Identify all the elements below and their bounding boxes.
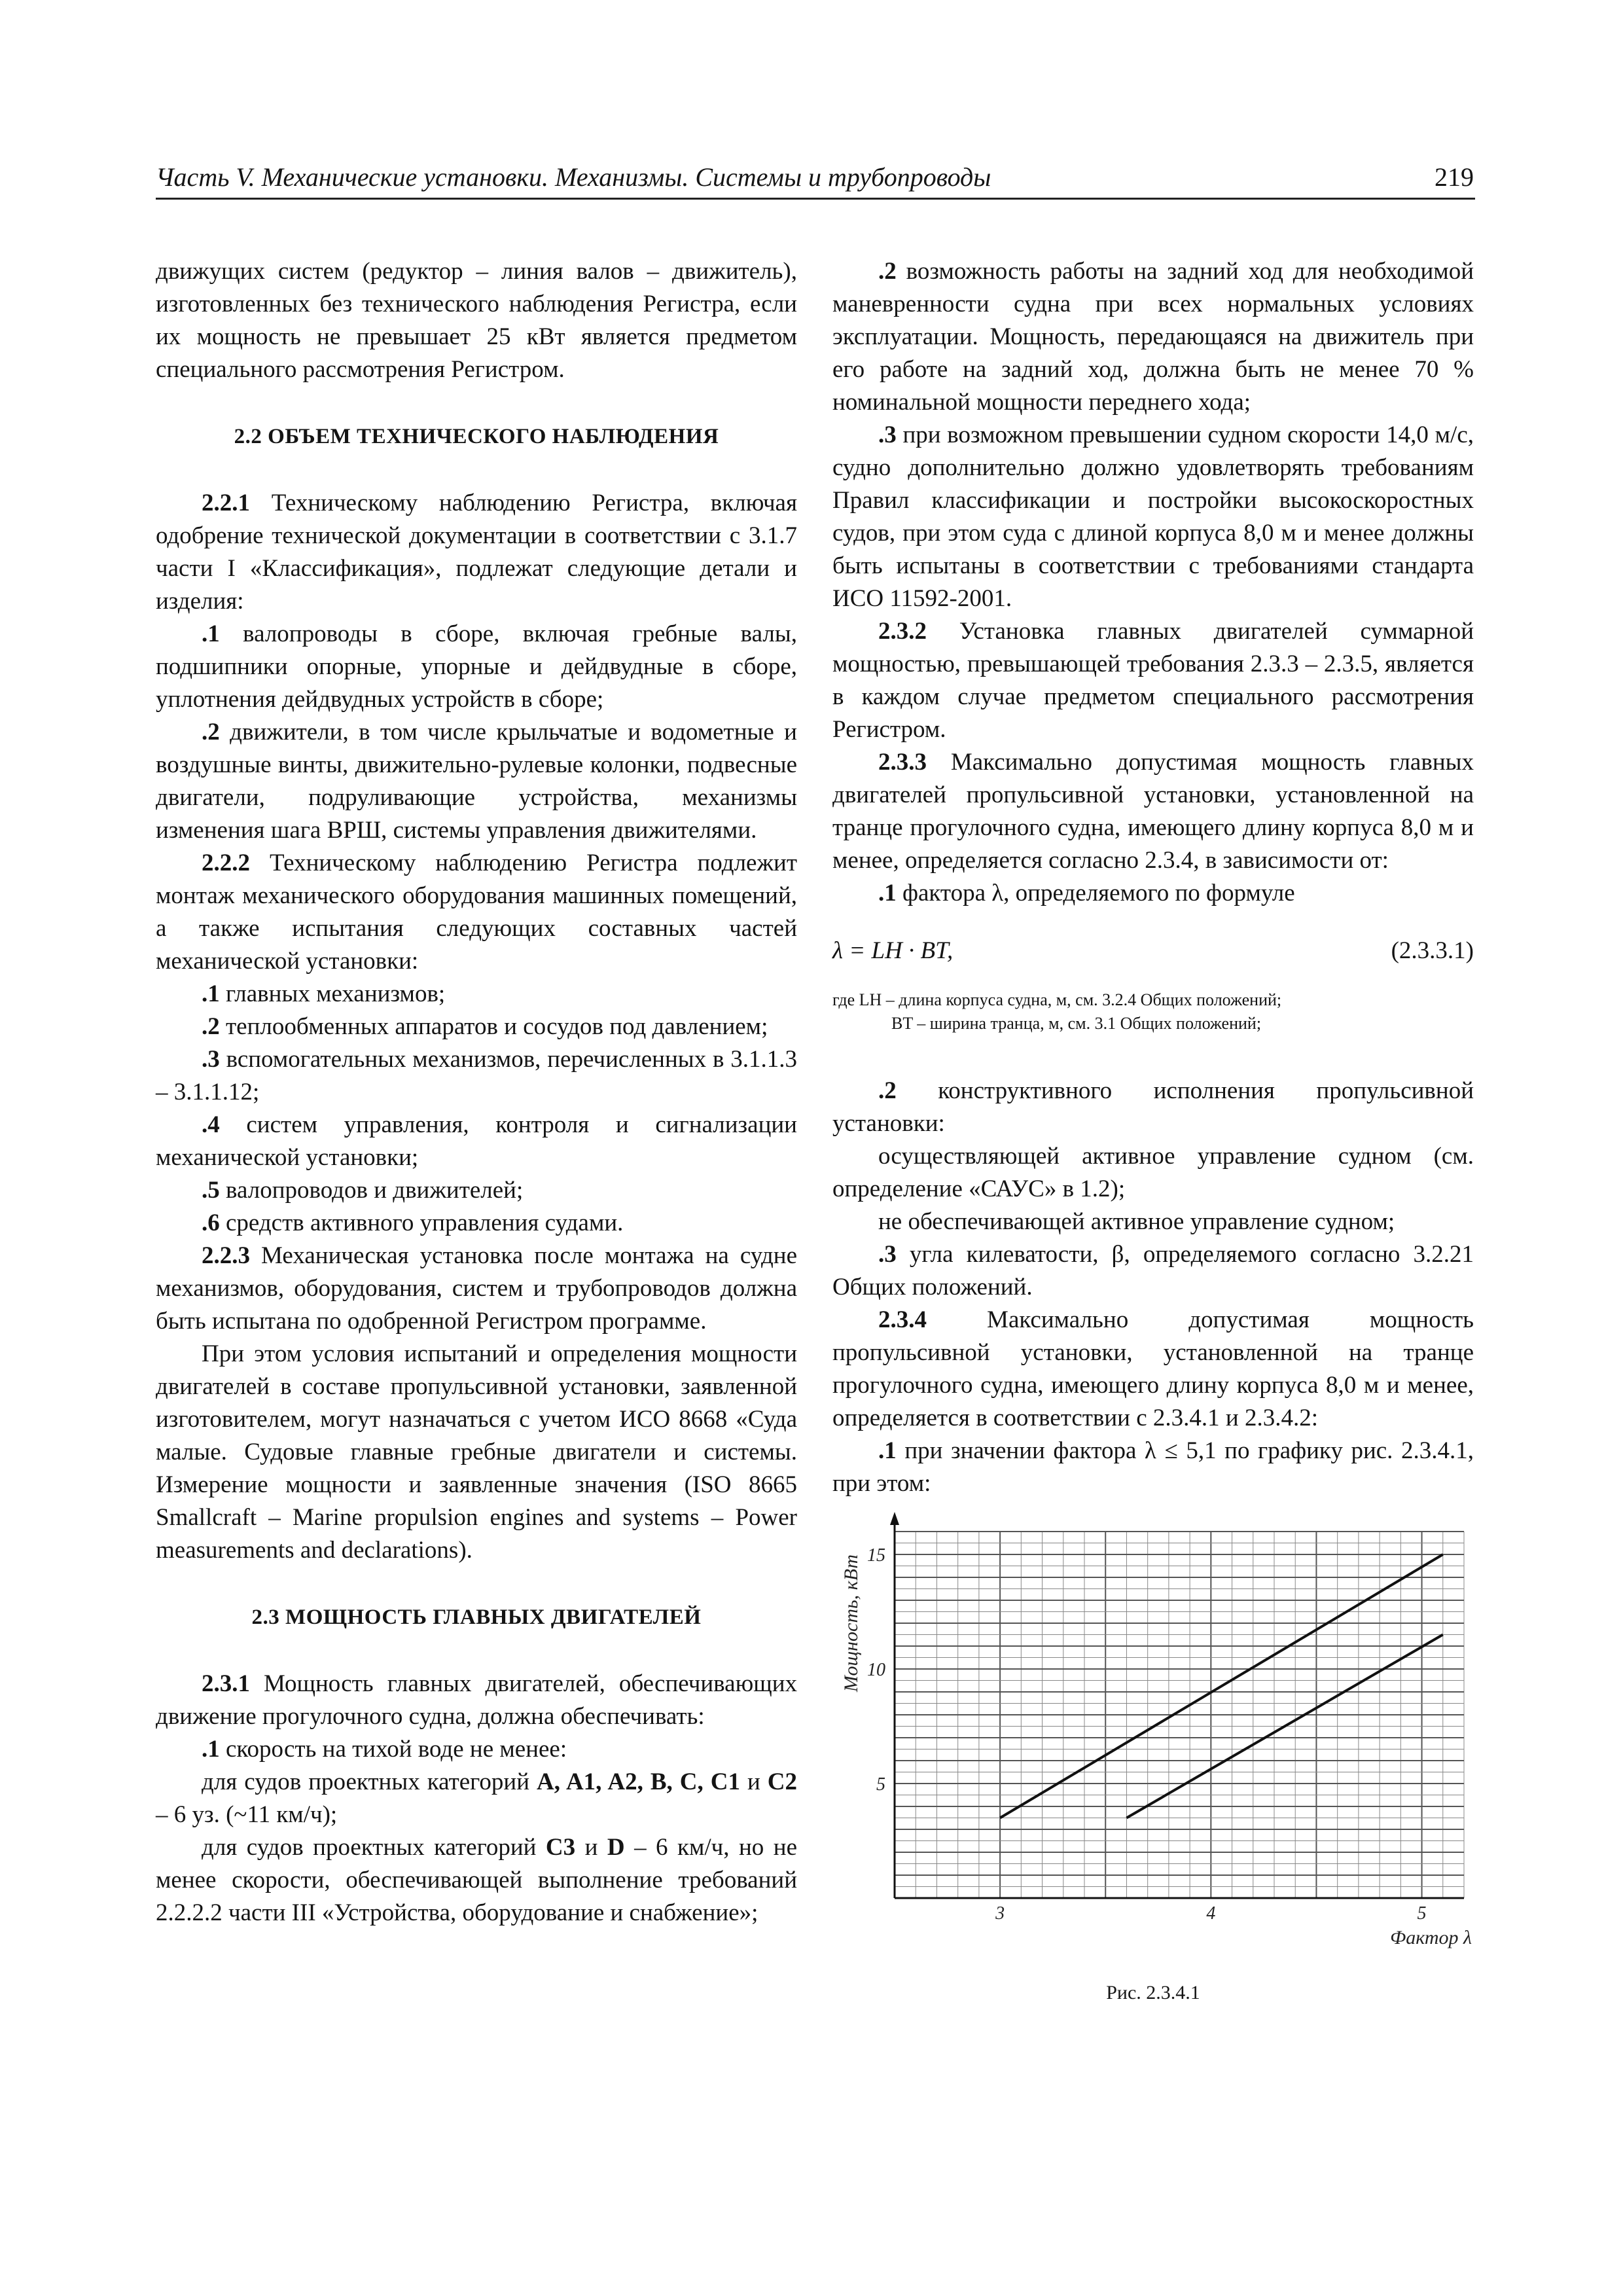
item-text: теплообменных аппаратов и сосудов под давлением; — [219, 1013, 768, 1040]
formula-2-3-3-1 — [832, 935, 1474, 967]
list-subitem — [156, 1831, 797, 1929]
list-subitem — [156, 1766, 797, 1831]
y-tick-label: 15 — [867, 1545, 885, 1566]
y-axis-label: Мощность, кВт — [840, 1554, 862, 1693]
clause-number: 2.2.1 — [202, 490, 250, 516]
list-subitem: осуществляющей активное управление судном (см. определение «САУС» в 1.2); — [832, 1143, 1474, 1202]
subitem-text: – 6 км/ч, но не менее скорости, обеспечивающей выполнение требований 2.2.2.2 части III «Устройства, оборудование и снабжение»; — [156, 1834, 797, 1926]
right-column — [832, 255, 1474, 2009]
list-item — [832, 255, 1474, 419]
category-list: C3 — [545, 1834, 576, 1861]
clause-text: Максимально допустимая мощность главных двигателей пропульсивной установки, установленной на транце прогулочного судна, имеющего длину корпуса 8,0 м и менее, определяется согласно 2.3.4, в зависимости от: — [832, 749, 1474, 874]
item-text: при значении фактора λ ≤ 5,1 по графику рис. 2.3.4.1, при этом: — [832, 1437, 1474, 1497]
item-number: .3 — [878, 422, 897, 448]
list-item — [832, 877, 1474, 910]
item-number: .2 — [202, 719, 220, 745]
formula-number: (2.3.3.1) — [1391, 937, 1474, 964]
clause-text: Техническому наблюдению Регистра, включая одобрение технической документации в соответствии с 3.1.7 части I «Классификация», подлежат следующие детали и изделия: — [156, 490, 797, 615]
series-line-1 — [1000, 1554, 1443, 1818]
item-number: .5 — [202, 1177, 220, 1204]
list-item — [156, 1174, 797, 1207]
item-number: .3 — [202, 1046, 220, 1073]
list-item — [156, 1733, 797, 1766]
item-text: валопроводы в сборе, включая гребные валы, подшипники опорные, упорные и дейдвудные в сборе, уплотнения дейдвудных устройств в сборе; — [156, 620, 797, 713]
y-axis-arrow — [890, 1512, 899, 1525]
item-text: вспомогательных механизмов, перечисленных в 3.1.1.3 – 3.1.1.12; — [156, 1046, 797, 1105]
item-number: .1 — [202, 980, 220, 1007]
item-text: средств активного управления судами. — [219, 1210, 624, 1236]
item-number: .1 — [878, 880, 897, 906]
list-item — [156, 1109, 797, 1174]
list-item — [832, 1435, 1474, 1500]
list-item — [156, 618, 797, 716]
subitem-text: и — [575, 1834, 607, 1861]
x-axis-label: Фактор λ — [1390, 1927, 1472, 1948]
paragraph-2-3-4 — [832, 1304, 1474, 1435]
item-text: при возможном превышении судном скорости 14,0 м/с, судно дополнительно должно удовлетворять требованиям Правил классификации и постройки высокоскоростных судов, при этом суда с длиной корпуса 8,0 м и менее должны быть испытаны в соответствии с требованиями стандарта ИСО 11592-2001. — [832, 422, 1474, 612]
category-list: C2 — [767, 1768, 797, 1795]
subitem-text: для судов проектных категорий — [202, 1768, 537, 1795]
item-text: систем управления, контроля и сигнализации механической установки; — [156, 1111, 797, 1171]
figure-2-3-4-1 — [832, 1512, 1474, 1957]
category-list: A, A1, A2, B, C, C1 — [537, 1768, 740, 1795]
item-text: возможность работы на задний ход для необходимой маневренности судна при всех нормальных условиях эксплуатации. Мощность, передающаяся на движитель при его работе на задний ход, должна быть не менее 70 % номинальной мощности переднего хода; — [832, 258, 1474, 416]
figure-caption: Рис. 2.3.4.1 — [1106, 1982, 1200, 2003]
clause-text: Установка главных двигателей суммарной мощностью, превышающей требования 2.3.3 – 2.3.5, является в каждом случае предметом специального рассмотрения Регистром. — [832, 618, 1474, 743]
item-text: скорость на тихой воде не менее: — [219, 1736, 567, 1763]
left-column — [156, 255, 797, 1929]
list-item — [156, 1207, 797, 1240]
paragraph-2-2-1 — [156, 487, 797, 618]
item-text: конструктивного исполнения пропульсивной установки: — [832, 1077, 1474, 1137]
clause-number: 2.3.2 — [878, 618, 927, 645]
clause-text: Техническому наблюдению Регистра подлежит монтаж механического оборудования машинных помещений, а также испытания следующих составных частей механической установки: — [156, 850, 797, 975]
item-number: .1 — [202, 620, 220, 647]
power-chart — [832, 1512, 1474, 1957]
list-item — [156, 1011, 797, 1043]
clause-number: 2.3.4 — [878, 1306, 927, 1333]
formula-legend — [832, 988, 1474, 1035]
clause-number: 2.3.3 — [878, 749, 927, 776]
clause-number: 2.3.1 — [202, 1670, 250, 1697]
section-heading-2-2: 2.2 ОБЪЕМ ТЕХНИЧЕСКОГО НАБЛЮДЕНИЯ — [234, 425, 719, 448]
item-number: .2 — [878, 1077, 897, 1104]
list-item — [832, 1238, 1474, 1304]
item-number: .1 — [202, 1736, 220, 1763]
header-title: Часть V. Механические установки. Механизмы. Системы и трубопроводы — [156, 162, 991, 192]
item-number: .1 — [878, 1437, 897, 1464]
list-item — [832, 1075, 1474, 1140]
paragraph-2-2-2 — [156, 847, 797, 978]
item-text: главных механизмов; — [219, 980, 446, 1007]
paragraph: движущих систем (редуктор – линия валов – движитель), изготовленных без технического наблюдения Регистра, если их мощность не превышает 25 кВт является предметом специального рассмотрения Регистром. — [156, 258, 797, 383]
section-heading-2-3: 2.3 МОЩНОСТЬ ГЛАВНЫХ ДВИГАТЕЛЕЙ — [251, 1605, 702, 1629]
item-number: .2 — [202, 1013, 220, 1040]
list-item — [156, 716, 797, 847]
list-subitem: не обеспечивающей активное управление судном; — [878, 1208, 1395, 1235]
paragraph-2-3-2 — [832, 615, 1474, 746]
clause-text: Механическая установка после монтажа на судне механизмов, оборудования, систем и трубопроводов должна быть испытана по одобренной Регистром программе. — [156, 1242, 797, 1335]
item-number: .4 — [202, 1111, 220, 1138]
x-tick-label: 4 — [1206, 1903, 1216, 1924]
clause-text: Мощность главных двигателей, обеспечивающих движение прогулочного судна, должна обеспечивать: — [156, 1670, 797, 1730]
item-number: .6 — [202, 1210, 220, 1236]
clause-number: 2.2.3 — [202, 1242, 250, 1269]
paragraph-2-3-1 — [156, 1668, 797, 1733]
list-item — [156, 978, 797, 1011]
page-number: 219 — [1435, 162, 1474, 192]
legend-line: где LH – длина корпуса судна, м, см. 3.2.4 Общих положений; — [832, 990, 1282, 1009]
x-tick-label: 5 — [1417, 1903, 1427, 1924]
y-tick-label: 10 — [867, 1660, 885, 1680]
clause-text: Максимально допустимая мощность пропульсивной установки, установленной на транце прогулочного судна, имеющего длину корпуса 8,0 м и менее, определяется в соответствии с 2.3.4.1 и 2.3.4.2: — [832, 1306, 1474, 1431]
item-text: угла килеватости, β, определяемого согласно 3.2.21 Общих положений. — [832, 1241, 1474, 1300]
subitem-text: – 6 уз. (~11 км/ч); — [156, 1801, 338, 1828]
paragraph-2-3-3 — [832, 746, 1474, 877]
legend-line: BT – ширина транца, м, см. 3.1 Общих положений; — [891, 1014, 1262, 1033]
paragraph: При этом условия испытаний и определения мощности двигателей в составе пропульсивной установки, заявленной изготовителем, могут назначаться с учетом ИСО 8668 «Суда малые. Судовые главные гребные двигатели и системы. Измерение мощности и заявленные значения (ISO 8665 Smallcraft – Marine propulsion engines and systems – Power measurements and declarations). — [156, 1340, 797, 1564]
clause-number: 2.2.2 — [202, 850, 250, 876]
item-text: движители, в том числе крыльчатые и водометные и воздушные винты, движительно-рулевые колонки, подвесные двигатели, подруливающие устройства, механизмы изменения шага ВРШ, системы управления движителями. — [156, 719, 797, 844]
item-number: .2 — [878, 258, 897, 285]
list-item — [156, 1043, 797, 1109]
running-header — [156, 158, 1475, 200]
paragraph-2-2-3 — [156, 1240, 797, 1338]
subitem-text: для судов проектных категорий — [202, 1834, 546, 1861]
y-tick-label: 5 — [876, 1774, 885, 1795]
list-item — [832, 419, 1474, 615]
subitem-text: и — [740, 1768, 768, 1795]
item-text: фактора λ, определяемого по формуле — [896, 880, 1295, 906]
category-list: D — [607, 1834, 625, 1861]
formula-expression: λ = LH · BT, — [832, 937, 954, 964]
x-tick-label: 3 — [995, 1903, 1005, 1924]
item-number: .3 — [878, 1241, 897, 1268]
item-text: валопроводов и движителей; — [219, 1177, 524, 1204]
